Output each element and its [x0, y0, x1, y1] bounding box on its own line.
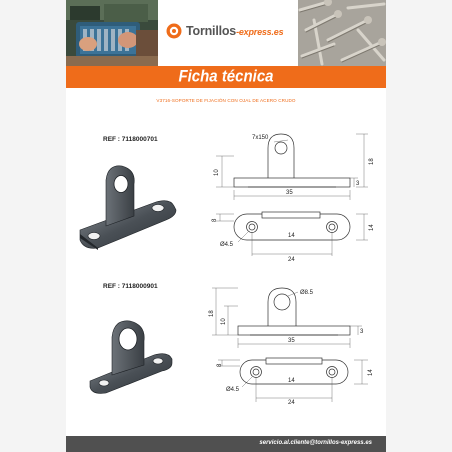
screws-photo: [298, 0, 386, 66]
dim-eye-2: 10: [221, 318, 227, 325]
dim-width-small-1: 8: [212, 218, 218, 222]
brand-name: [186, 24, 283, 38]
brand-name-main: Tornillos: [186, 24, 237, 38]
dim-width-small-2: 8: [217, 363, 223, 367]
footer-email: servicio.al.cliente@tornillos-express.es: [259, 440, 372, 446]
dim-thickness-2: 3: [360, 329, 364, 335]
product-subtitle: V3716-SOPORTE DE FIJACIÓN CON OJAL DE ACERO CRUDO: [156, 98, 296, 103]
dim-total-spacing-2: 24: [288, 400, 295, 406]
dim-hole-spacing-1: 14: [288, 233, 295, 239]
technical-drawing-2: [208, 284, 386, 414]
brand-logo-icon: [166, 23, 182, 39]
dim-total-spacing-1: 24: [288, 257, 295, 263]
brand-name-accent: -express.es: [236, 27, 284, 37]
title-bar: [66, 66, 386, 88]
header-banner: [66, 0, 386, 66]
dim-depth-1: 14: [369, 224, 375, 231]
dim-length-2: 35: [288, 338, 295, 344]
dim-hole-1: 7x150: [252, 135, 269, 141]
dim-length-1: 35: [286, 190, 293, 196]
dim-hole-2: Ø8.5: [300, 290, 314, 296]
product-sheet: [66, 0, 386, 452]
dim-height-2: 18: [209, 310, 215, 317]
dim-hole-dia-2: Ø4.5: [226, 387, 240, 393]
dim-height-1: 18: [369, 158, 375, 165]
dim-thickness-1: 3: [356, 181, 360, 187]
brand-block: [158, 0, 298, 66]
page-title: Ficha técnica: [178, 67, 274, 86]
footer-bar: [66, 436, 386, 452]
dim-hole-spacing-2: 14: [288, 378, 295, 384]
product-ref-1: REF : 7118000701: [103, 136, 158, 143]
dim-eye-1: 10: [214, 169, 220, 176]
tools-photo: [66, 0, 158, 66]
product-ref-2: REF : 7118000901: [103, 283, 158, 290]
dim-hole-dia-1: Ø4.5: [220, 242, 234, 248]
part-illustration-1: [76, 162, 196, 250]
part-illustration-2: [88, 315, 188, 395]
technical-drawing-1: [208, 128, 386, 274]
dim-depth-2: 14: [368, 369, 374, 376]
